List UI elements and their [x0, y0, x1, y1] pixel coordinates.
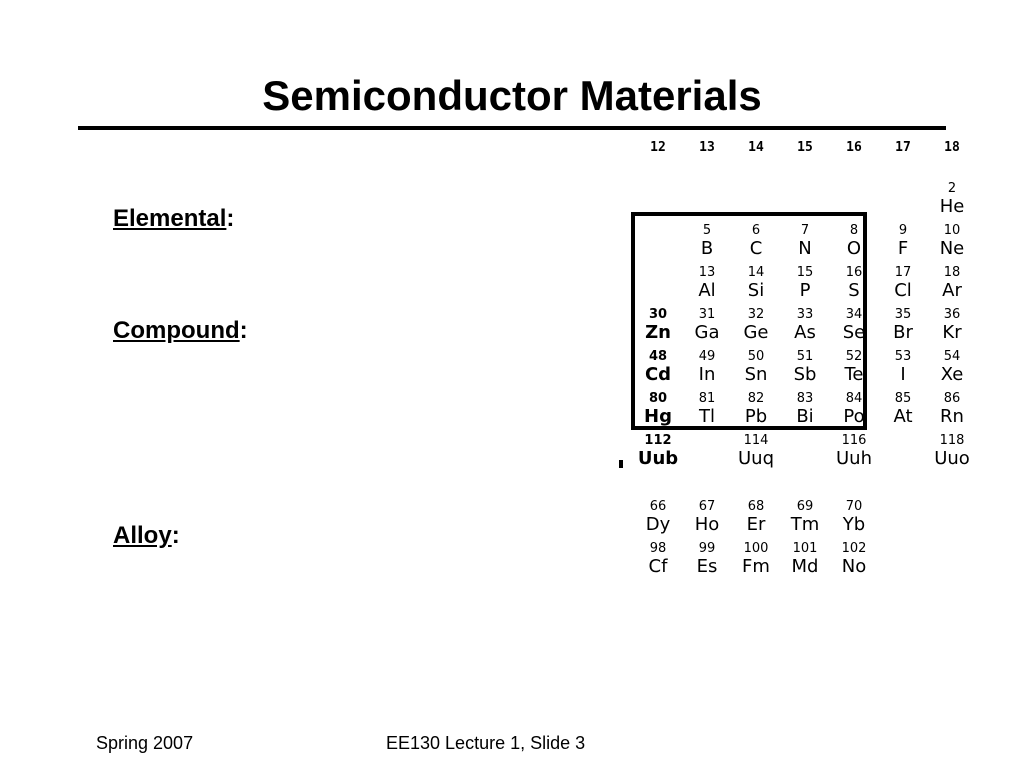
element-number: 101 — [792, 541, 818, 556]
element-cell — [731, 350, 781, 386]
element-cell — [829, 308, 879, 344]
element-symbol: Rn — [940, 406, 964, 427]
element-cell — [633, 434, 683, 470]
element-symbol: At — [893, 406, 913, 427]
element-symbol: Md — [791, 556, 819, 577]
footer-slide-info: EE130 Lecture 1, Slide 3 — [386, 733, 586, 753]
element-cell — [878, 266, 928, 302]
label-alloy — [113, 521, 180, 551]
element-number: 99 — [698, 541, 716, 556]
group-header: 14 — [748, 140, 764, 155]
element-number: 10 — [943, 223, 961, 238]
periodic-table-excerpt — [618, 136, 990, 586]
element-number: 67 — [698, 499, 716, 514]
element-cell — [731, 392, 781, 428]
element-cell — [829, 266, 879, 302]
element-symbol: C — [749, 238, 763, 259]
element-number: 30 — [648, 307, 668, 322]
element-number: 66 — [649, 499, 667, 514]
element-symbol: Si — [747, 280, 765, 301]
element-symbol: Cf — [648, 556, 668, 577]
element-symbol: Tm — [790, 514, 820, 535]
element-cell — [633, 542, 683, 578]
label-alloy-colon: : — [171, 522, 180, 549]
group-header: 13 — [699, 140, 715, 155]
element-cell — [829, 392, 879, 428]
element-symbol: Ge — [743, 322, 769, 343]
element-symbol: Uuo — [934, 448, 970, 469]
element-symbol: N — [798, 238, 812, 259]
element-number: 116 — [841, 433, 867, 448]
group-header: 16 — [846, 140, 862, 155]
element-symbol: Ne — [939, 238, 965, 259]
label-elemental-colon: : — [226, 205, 235, 232]
element-cell — [927, 266, 977, 302]
element-number: 8 — [849, 223, 859, 238]
element-cell — [927, 224, 977, 260]
element-number: 86 — [943, 391, 961, 406]
element-cell — [682, 542, 732, 578]
element-symbol: Yb — [842, 514, 866, 535]
element-cell — [780, 266, 830, 302]
element-number: 51 — [796, 349, 814, 364]
element-number: 16 — [845, 265, 863, 280]
element-number: 100 — [743, 541, 769, 556]
element-number: 81 — [698, 391, 716, 406]
element-cell — [731, 542, 781, 578]
element-number: 68 — [747, 499, 765, 514]
element-cell — [731, 224, 781, 260]
element-number: 15 — [796, 265, 814, 280]
element-cell — [682, 224, 732, 260]
element-cell — [682, 350, 732, 386]
element-cell — [731, 434, 781, 470]
element-symbol: Uub — [637, 448, 679, 469]
element-cell — [780, 224, 830, 260]
element-symbol: Al — [698, 280, 716, 301]
element-cell — [829, 434, 879, 470]
element-cell — [927, 392, 977, 428]
element-cell — [780, 542, 830, 578]
title-underline-rule — [78, 126, 946, 130]
element-cell — [633, 392, 683, 428]
element-symbol: Pb — [744, 406, 768, 427]
element-symbol: Es — [696, 556, 718, 577]
element-number: 2 — [947, 181, 957, 196]
element-cell — [633, 500, 683, 536]
element-number: 35 — [894, 307, 912, 322]
element-cell — [780, 308, 830, 344]
element-number: 53 — [894, 349, 912, 364]
label-compound — [113, 316, 248, 346]
element-symbol: O — [846, 238, 862, 259]
footer-date: Spring 2007 — [96, 733, 194, 753]
element-number: 18 — [943, 265, 961, 280]
element-number: 70 — [845, 499, 863, 514]
element-symbol: I — [900, 364, 906, 385]
element-symbol: S — [848, 280, 860, 301]
element-cell — [780, 350, 830, 386]
label-compound-text: Compound — [113, 317, 240, 344]
element-symbol: F — [897, 238, 909, 259]
element-symbol: Sb — [793, 364, 817, 385]
element-symbol: Cl — [894, 280, 912, 301]
element-cell — [682, 266, 732, 302]
label-alloy-text: Alloy — [113, 522, 172, 549]
group-header: 12 — [650, 140, 666, 155]
element-symbol: Uuh — [836, 448, 872, 469]
element-symbol: Zn — [645, 322, 671, 343]
element-number: 48 — [648, 349, 668, 364]
element-cell — [780, 500, 830, 536]
element-symbol: Se — [842, 322, 866, 343]
element-symbol: Kr — [942, 322, 962, 343]
element-number: 36 — [943, 307, 961, 322]
element-number: 98 — [649, 541, 667, 556]
element-number: 13 — [698, 265, 716, 280]
label-elemental — [113, 204, 234, 234]
element-cell — [829, 350, 879, 386]
element-symbol: Fm — [742, 556, 770, 577]
element-cell — [829, 500, 879, 536]
element-symbol: Cd — [644, 364, 672, 385]
element-cell — [780, 392, 830, 428]
element-cell — [633, 308, 683, 344]
element-number: 80 — [648, 391, 668, 406]
element-symbol: Ar — [942, 280, 962, 301]
element-cell — [927, 308, 977, 344]
group-header: 17 — [895, 140, 911, 155]
label-compound-colon: : — [239, 317, 248, 344]
element-symbol: In — [698, 364, 716, 385]
element-number: 52 — [845, 349, 863, 364]
element-cell — [682, 500, 732, 536]
element-cell — [927, 350, 977, 386]
element-symbol: Bi — [796, 406, 814, 427]
element-symbol: No — [841, 556, 867, 577]
element-symbol: Xe — [940, 364, 964, 385]
element-number: 69 — [796, 499, 814, 514]
element-number: 84 — [845, 391, 863, 406]
element-number: 50 — [747, 349, 765, 364]
element-cell — [878, 392, 928, 428]
element-symbol: Er — [746, 514, 766, 535]
element-cell — [878, 224, 928, 260]
element-symbol: Hg — [644, 406, 672, 427]
element-number: 83 — [796, 391, 814, 406]
element-cell — [731, 500, 781, 536]
element-number: 54 — [943, 349, 961, 364]
element-number: 9 — [898, 223, 908, 238]
element-number: 6 — [751, 223, 761, 238]
element-cell — [878, 350, 928, 386]
element-symbol: Sn — [744, 364, 768, 385]
element-number: 85 — [894, 391, 912, 406]
element-cell — [927, 434, 977, 470]
element-number: 114 — [743, 433, 769, 448]
element-cell — [682, 392, 732, 428]
element-symbol: P — [799, 280, 811, 301]
element-cell — [878, 308, 928, 344]
element-number: 5 — [702, 223, 712, 238]
slide-title: Semiconductor Materials — [262, 72, 762, 119]
element-number: 82 — [747, 391, 765, 406]
element-symbol: He — [939, 196, 965, 217]
element-number: 31 — [698, 307, 716, 322]
group-header: 15 — [797, 140, 813, 155]
element-symbol: Dy — [645, 514, 671, 535]
element-cell — [731, 308, 781, 344]
cropped-table-edge-mark — [619, 460, 623, 468]
label-elemental-text: Elemental — [113, 205, 227, 232]
element-symbol: Po — [843, 406, 865, 427]
element-number: 49 — [698, 349, 716, 364]
element-number: 102 — [841, 541, 867, 556]
element-symbol: As — [794, 322, 816, 343]
element-cell — [829, 224, 879, 260]
element-symbol: Ga — [694, 322, 720, 343]
element-cell — [731, 266, 781, 302]
element-symbol: B — [700, 238, 714, 259]
element-cell — [682, 308, 732, 344]
element-number: 32 — [747, 307, 765, 322]
element-number: 118 — [939, 433, 965, 448]
element-number: 33 — [796, 307, 814, 322]
element-symbol: Te — [844, 364, 864, 385]
element-number: 17 — [894, 265, 912, 280]
element-number: 7 — [800, 223, 810, 238]
element-number: 112 — [644, 433, 672, 448]
element-cell — [829, 542, 879, 578]
element-cell — [633, 350, 683, 386]
element-symbol: Ho — [694, 514, 720, 535]
element-symbol: Uuq — [737, 448, 774, 469]
element-symbol: Tl — [699, 406, 715, 427]
group-header: 18 — [944, 140, 960, 155]
element-number: 14 — [747, 265, 765, 280]
element-symbol: Br — [893, 322, 913, 343]
element-number: 34 — [845, 307, 863, 322]
element-cell — [927, 182, 977, 218]
